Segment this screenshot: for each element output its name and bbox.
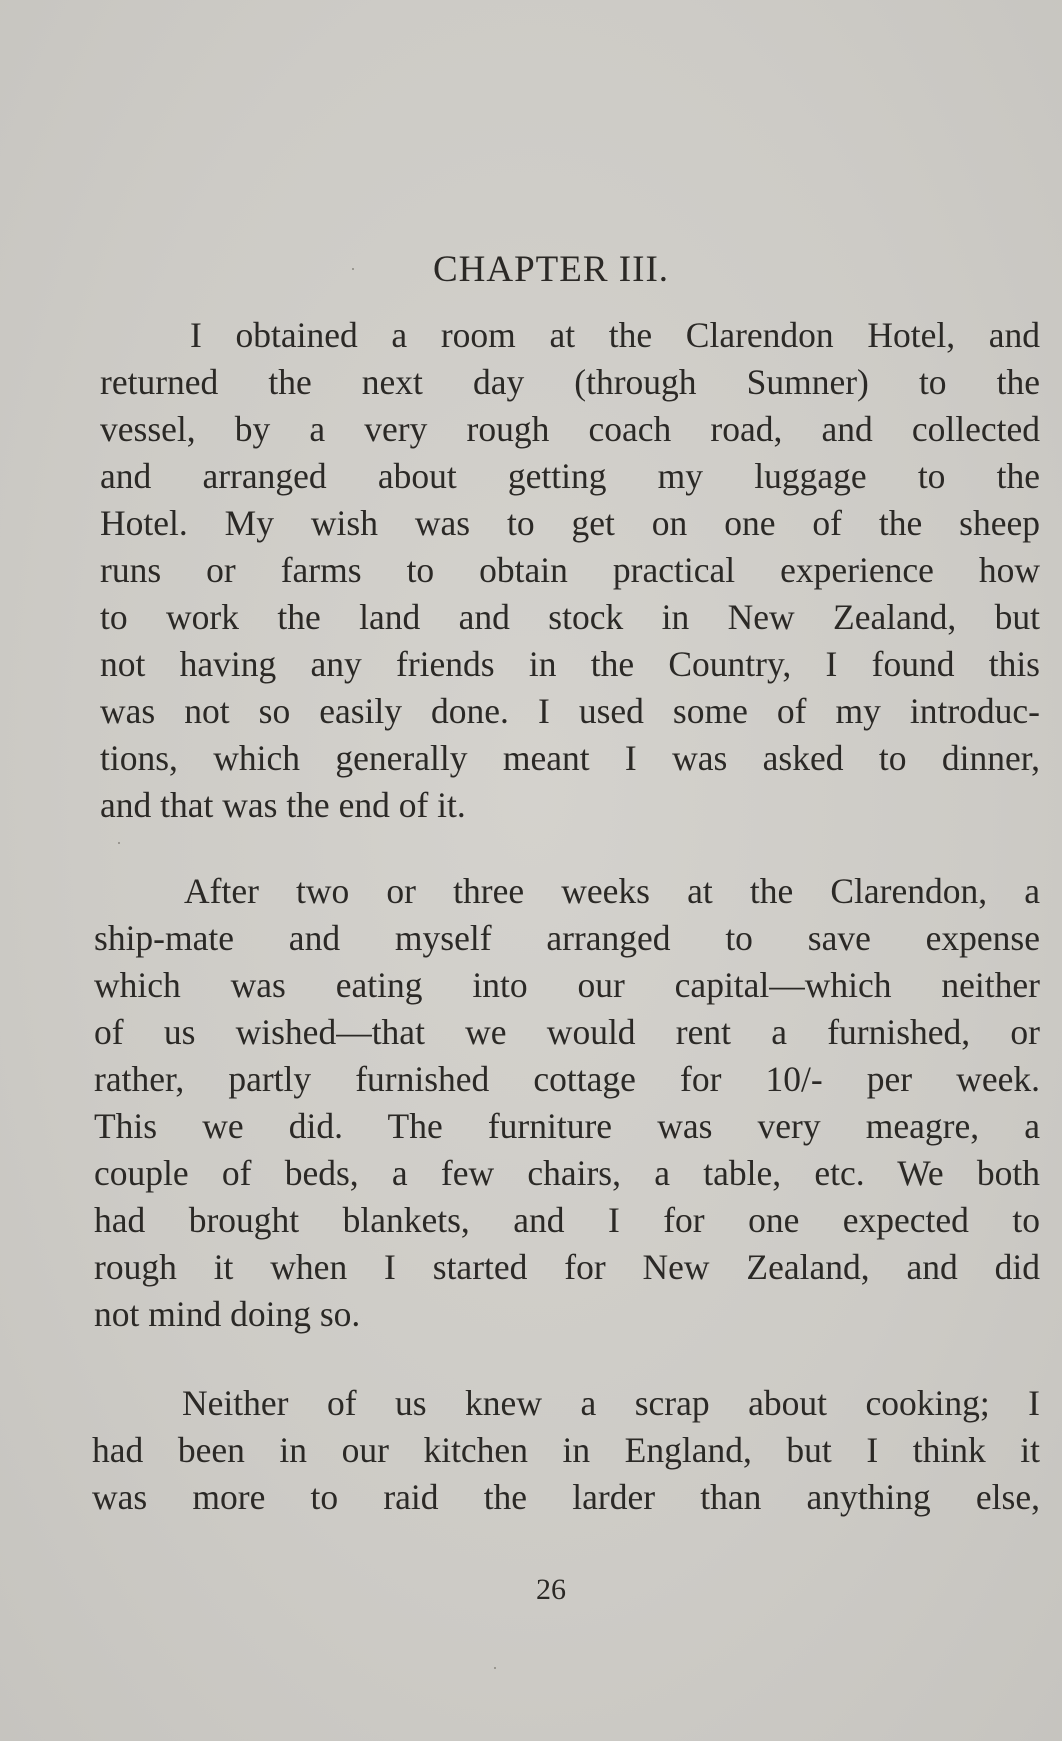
text-line: of us wished—that we would rent a furnished, or (94, 1012, 1040, 1052)
chapter-heading: CHAPTER III. (432, 249, 670, 290)
paper-speck (494, 1667, 496, 1669)
text-line: to work the land and stock in New Zealand, but (100, 597, 1040, 637)
paper-speck (118, 842, 120, 844)
text-line: was not so easily done. I used some of my introduc- (100, 691, 1040, 731)
text-line: tions, which generally meant I was asked to dinner, (100, 738, 1040, 778)
text-line: runs or farms to obtain practical experience how (100, 550, 1040, 590)
text-line: I obtained a room at the Clarendon Hotel, and (190, 315, 1040, 355)
text-line: and arranged about getting my luggage to the (100, 456, 1040, 496)
text-line: couple of beds, a few chairs, a table, etc. We both (94, 1153, 1040, 1193)
page-number: 26 (536, 1573, 566, 1606)
text-line: rather, partly furnished cottage for 10/- per week. (94, 1059, 1040, 1099)
text-line: After two or three weeks at the Clarendon, a (184, 871, 1040, 911)
text-line: not mind doing so. (94, 1294, 361, 1334)
paper-speck (352, 268, 354, 270)
paragraph-1 (100, 312, 1040, 829)
text-line: rough it when I started for New Zealand, and did (94, 1247, 1040, 1287)
text-line: ship-mate and myself arranged to save expense (94, 918, 1040, 958)
paragraph-3 (92, 1380, 1040, 1521)
text-line: vessel, by a very rough coach road, and collected (100, 409, 1040, 449)
paragraph-2 (94, 868, 1040, 1338)
text-line: was more to raid the larder than anything else, (92, 1477, 1040, 1517)
text-line: which was eating into our capital—which neither (94, 965, 1040, 1005)
text-line: This we did. The furniture was very meagre, a (94, 1106, 1040, 1146)
text-line: Hotel. My wish was to get on one of the sheep (100, 503, 1040, 543)
text-line: not having any friends in the Country, I found this (100, 644, 1040, 684)
text-line: had been in our kitchen in England, but I think it (92, 1430, 1040, 1470)
text-line: and that was the end of it. (100, 785, 466, 825)
text-line: returned the next day (through Sumner) to the (100, 362, 1040, 402)
text-line: had brought blankets, and I for one expected to (94, 1200, 1040, 1240)
text-line: Neither of us knew a scrap about cooking; I (182, 1383, 1040, 1423)
